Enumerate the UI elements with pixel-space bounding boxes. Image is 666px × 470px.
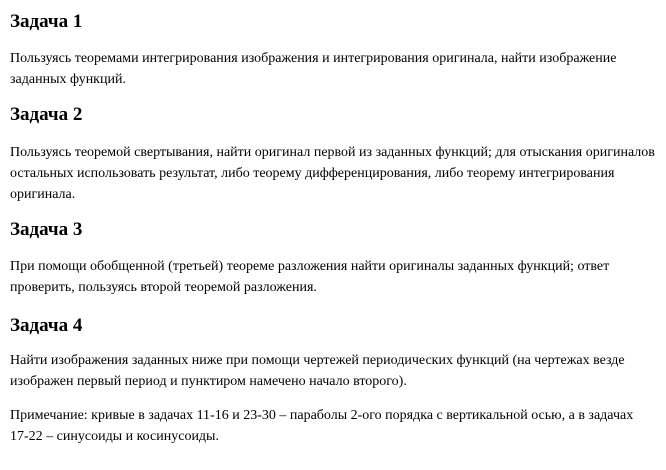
task-2-heading: Задача 2	[10, 104, 83, 125]
task-4-note: Примечание: кривые в задачах 11-16 и 23-30 – параболы 2-ого порядка с вертикальной осью, а в задачах 17-22 – синусоиды и косинусоиды.	[10, 408, 634, 444]
task-2-text: Пользуясь теоремой свертывания, найти оригинал первой из заданных функций; для отыскания оригиналов остальных использовать результат, либо теорему дифференцирования, либо теорему интегрирования оригинала.	[10, 145, 655, 202]
task-3-text: При помощи обобщенной (третьей) теореме разложения найти оригиналы заданных функций; ответ проверить, пользуясь второй теоремой разложения.	[10, 259, 610, 295]
task-4-heading: Задача 4	[10, 315, 83, 336]
task-3-heading: Задача 3	[10, 219, 83, 240]
task-1-text: Пользуясь теоремами интегрирования изображения и интегрирования оригинала, найти изображение заданных функций.	[10, 51, 617, 87]
task-4-text: Найти изображения заданных ниже при помощи чертежей периодических функций (на чертежах везде изображен первый период и пунктиром намечено начало второго).	[10, 353, 625, 389]
task-1-heading: Задача 1	[10, 11, 83, 32]
